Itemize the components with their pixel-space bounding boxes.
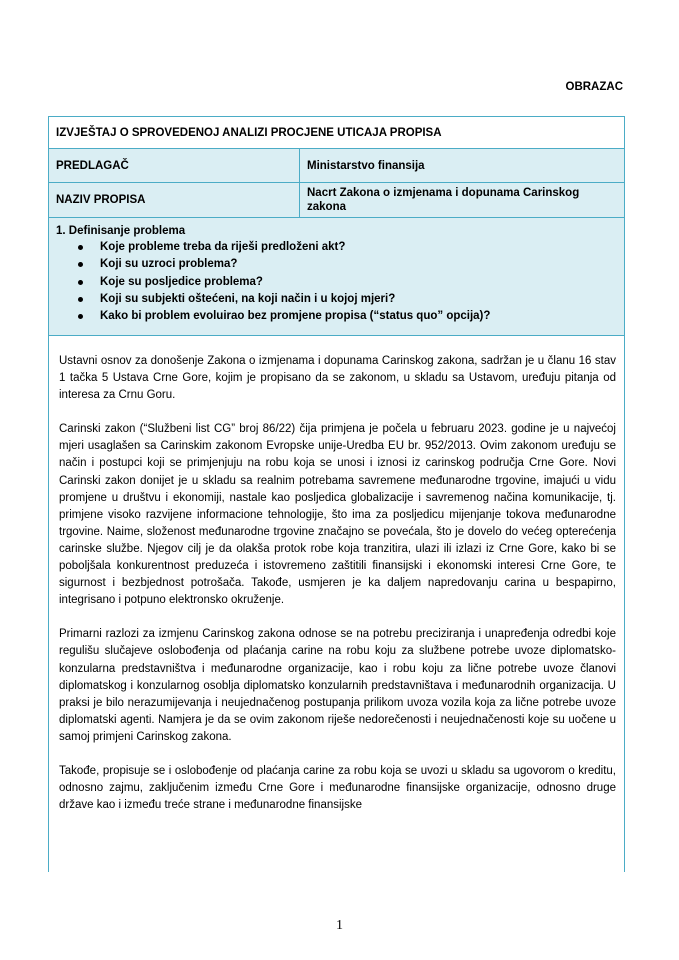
question-item: Koji su subjekti oštećeni, na koji način i u kojoj mjeri? (76, 291, 617, 308)
predlagac-label: PREDLAGAČ (49, 149, 300, 183)
naziv-propisa-value: Nacrt Zakona o izmjenama i dopunama Carinskog zakona (300, 183, 625, 218)
question-list (56, 239, 617, 325)
body-paragraph: Primarni razlozi za izmjenu Carinskog zakona odnose se na potrebu preciziranja i unapređenja odredbi koje regulišu slučajeve oslobođenja od plaćanja carine na robu koju za službene potrebe uvoze diplomatsko-konzularna predstavništva i međunarodne organizacije, kao i robu koju za lične potrebe uvoze članovi diplomatskog i konzularnog osoblja diplomatsko konzularnih predstavništava i međunarodnih organizacija. U praksi je bilo nerazumijevanja i neujednačenog postupanja prilikom uvoza vozila koja za lične potrebe uvoze diplomatski agenti. Namjera je da se ovim zakonom riješe nedorečenosti i neujednačenosti koje su uočene u samoj primjeni Carinskog zakona. (59, 628, 616, 743)
body-paragraph: Takođe, propisuje se i oslobođenje od plaćanja carine za robu koja se uvozi u skladu sa ugovorom o kreditu, odnosno zajmu, zaključenim između Crne Gore i međunarodne finansijske organizacije, odnosno druge države kao i između treće strane i međunarodne finansijske (59, 764, 616, 812)
body-paragraph: Carinski zakon (“Službeni list CG” broj 86/22) čija primjena je počela u februaru 2023. godine je u najvećoj mjeri usaglašen sa Carinskim zakonom Evropske unije-Uredba EU br. 952/2013. Ovim zakonom uređuju se način i postupci koji se primjenjuju na robu koja se unosi i iznosi iz carinskog područja Crne Gore. Novi Carinski zakon donijet je u skladu sa realnim potrebama savremene međunarodne trgovine, imajući u vidu promjene u društvu i ekonomiji, nastale kao posljedica globalizacije i savremenog načina komunikacije, tj. primjene visoko razvijene informacione tehnologije, što ima za posljedicu mijenjanje tokova međunarodne trgovine. Naime, složenost međunarodne trgovine značajno se povećala, što je dovelo do većeg opterećenja carinske službe. Njegov cilj je da olakša protok robe koja tranzitira, ulazi ili izlazi iz Crne Gore, kako bi se poboljšala konkurentnost preduzeća i istovremeno zaštitili finansijski i ekonomski interesi Crne Gore, te sigurnost i bezbjednost potrošača. Takođe, usmjeren je ka daljem napredovanju carina u bespapirno, integrisano i potpuno elektronsko okruženje. (59, 423, 616, 607)
question-item: Koji su uzroci problema? (76, 256, 617, 273)
report-title: IZVJEŠTAJ O SPROVEDENOJ ANALIZI PROCJENE UTICAJA PROPISA (49, 117, 625, 149)
body-paragraph: Ustavni osnov za donošenje Zakona o izmjenama i dopunama Carinskog zakona, sadržan je u članu 16 stav 1 tačka 5 Ustava Crne Gore, kojim je propisano da se zakonom, u skladu sa Ustavom, uređuju pitanja od interesa za Crnu Goru. (59, 355, 616, 402)
page-number: 1 (336, 918, 343, 933)
form-label: OBRAZAC (565, 81, 623, 93)
section-content (49, 336, 625, 872)
question-item: Koje probleme treba da riješi predloženi akt? (76, 239, 617, 256)
question-item: Kako bi problem evoluirao bez promjene propisa (“status quo” opcija)? (76, 308, 617, 325)
section-title: 1. Definisanje problema (56, 225, 186, 237)
ria-report-table (48, 116, 625, 872)
naziv-propisa-label: NAZIV PROPISA (49, 183, 300, 218)
section-problem-definition (49, 218, 625, 336)
question-item: Koje su posljedice problema? (76, 274, 617, 291)
predlagac-value: Ministarstvo finansija (300, 149, 625, 183)
